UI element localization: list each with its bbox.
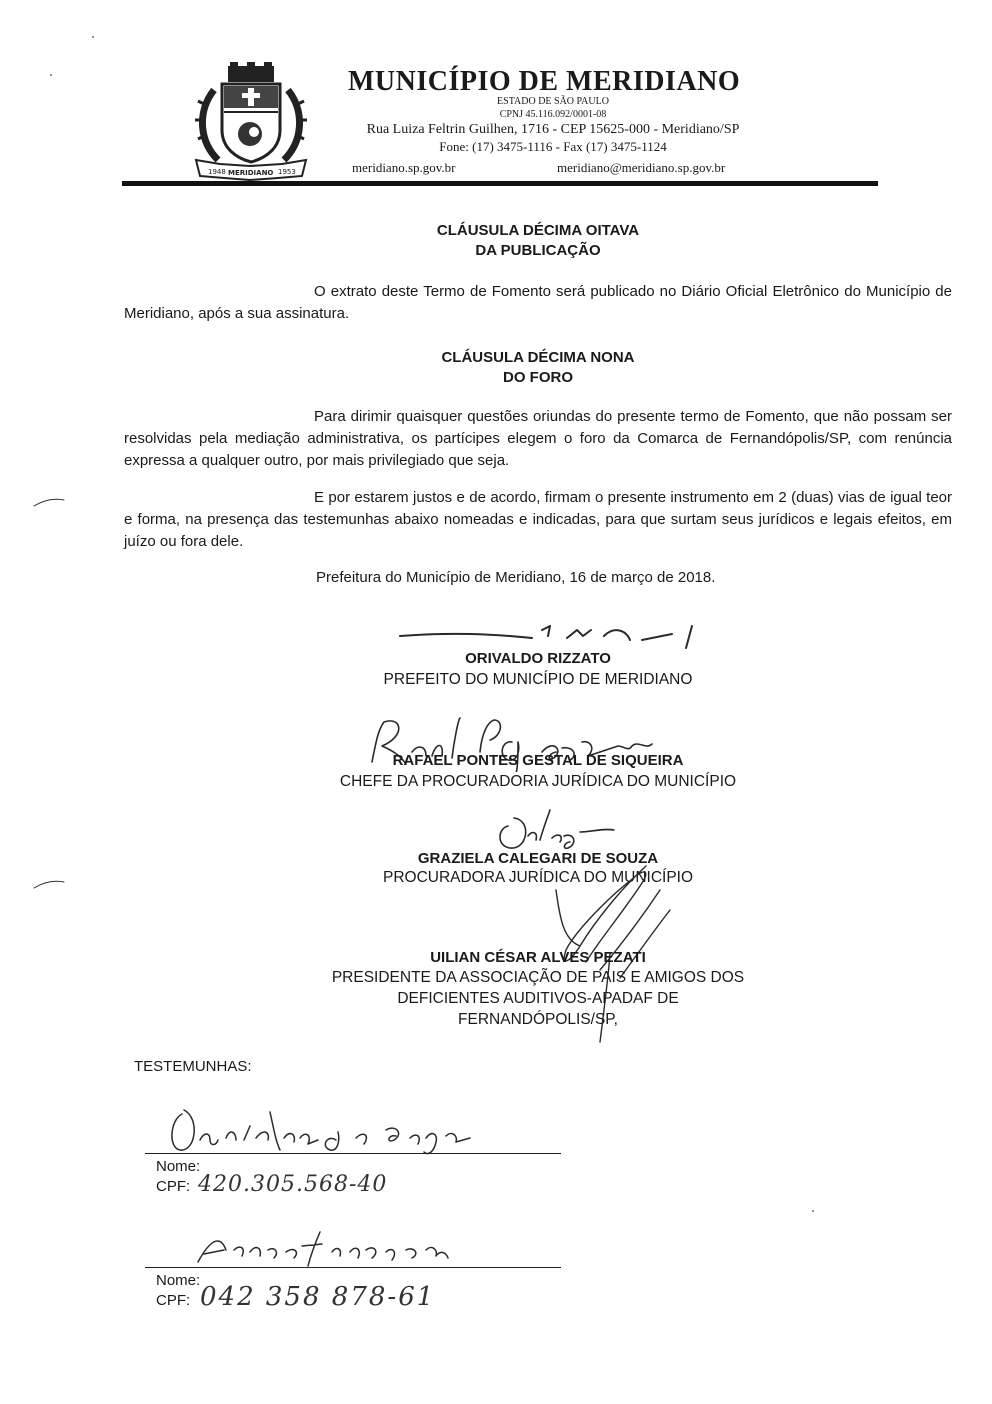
signatory-4-role-line-3: FERNANDÓPOLIS/SP, [458, 1011, 618, 1028]
scan-speck [50, 74, 52, 76]
signatory-2-name: RAFAEL PONTES GESTAL DE SIQUEIRA [392, 752, 684, 769]
crest-year-right: 1953 [278, 168, 296, 176]
website-link[interactable]: meridiano.sp.gov.br [352, 160, 456, 175]
clause-18-title: CLÁUSULA DÉCIMA OITAVA [436, 222, 640, 239]
clause-18-text: O extrato deste Termo de Fomento será publicado no Diário Oficial Eletrônico do Município de Meridiano, após a sua assinatura. [124, 283, 952, 322]
witness-2-line [145, 1267, 561, 1268]
witnesses-heading: TESTEMUNHAS: [134, 1058, 252, 1075]
scan-speck [812, 1210, 814, 1212]
witness-1-name-label: Nome: [156, 1158, 201, 1175]
signatory-4-name: UILIAN CÉSAR ALVES PEZATI [430, 949, 646, 966]
signatory-4-role-line-2: DEFICIENTES AUDITIVOS-APADAF DE [397, 990, 679, 1007]
signatory-1-name: ORIVALDO RIZZATO [465, 650, 611, 667]
scan-speck [92, 36, 94, 38]
state-name: ESTADO DE SÃO PAULO [497, 96, 609, 107]
municipal-crest-icon [192, 60, 310, 184]
clause-18-subtitle: DA PUBLICAÇÃO [475, 242, 601, 259]
email-link[interactable]: meridiano@meridiano.sp.gov.br [557, 160, 726, 175]
scan-mark [30, 494, 70, 510]
header-divider [122, 181, 878, 186]
witness-1-signature [160, 1100, 480, 1156]
witness-2-signature [190, 1220, 490, 1270]
witness-1-line [145, 1153, 561, 1154]
signatory-2-role: CHEFE DA PROCURADORIA JURÍDICA DO MUNICÍPIO [339, 773, 737, 790]
witness-1-cpf-value: 420.305.568-40 [198, 1172, 388, 1197]
clause-19-subtitle: DO FORO [503, 369, 573, 386]
signatory-3-name: GRAZIELA CALEGARI DE SOUZA [417, 850, 659, 867]
closing-text: E por estarem justos e de acordo, firmam o presente instrumento em 2 (duas) vias de igual teor e forma, na presença das testemunhas abaixo nomeadas e indicadas, para que surtam seus jurídicos e legais efeitos, em juízo ou fora dele. [124, 489, 952, 550]
crest-year-left: 1948 [208, 168, 226, 176]
witness-1-cpf-label: CPF: [156, 1178, 191, 1195]
cnpj-number: CPNJ 45.116.092/0001-08 [499, 109, 607, 120]
signatory-1-role: PREFEITO DO MUNICÍPIO DE MERIDIANO [383, 671, 693, 688]
municipality-title: MUNICÍPIO DE MERIDIANO [348, 66, 741, 97]
signatory-4-role-line-1: PRESIDENTE DA ASSOCIAÇÃO DE PAIS E AMIGOS DOS [331, 969, 745, 986]
signatory-3-role: PROCURADORA JURÍDICA DO MUNICÍPIO [382, 869, 694, 886]
witness-2-name-label: Nome: [156, 1272, 201, 1289]
address: Rua Luiza Feltrin Guilhen, 1716 - CEP 15625-000 - Meridiano/SP [366, 122, 740, 137]
crest-banner-name: MERIDIANO [228, 169, 274, 177]
phone-fax: Fone: (17) 3475-1116 - Fax (17) 3475-1124 [439, 139, 667, 154]
witness-2-cpf-label: CPF: [156, 1292, 191, 1309]
clause-19-text: Para dirimir quaisquer questões oriundas do presente termo de Fomento, que não possam ser resolvidas pela mediação administrativa, os partícipes elegem o foro da Comarca de Fernandópolis/SP, com renúncia expressa a qualquer outro, por mais privilegiado que seja. [124, 408, 952, 469]
clause-19-title: CLÁUSULA DÉCIMA NONA [441, 349, 635, 366]
witness-2-cpf-value: 042 358 878-61 [200, 1282, 436, 1312]
place-date: Prefeitura do Município de Meridiano, 16 de março de 2018. [316, 569, 716, 586]
scan-mark [30, 876, 70, 892]
